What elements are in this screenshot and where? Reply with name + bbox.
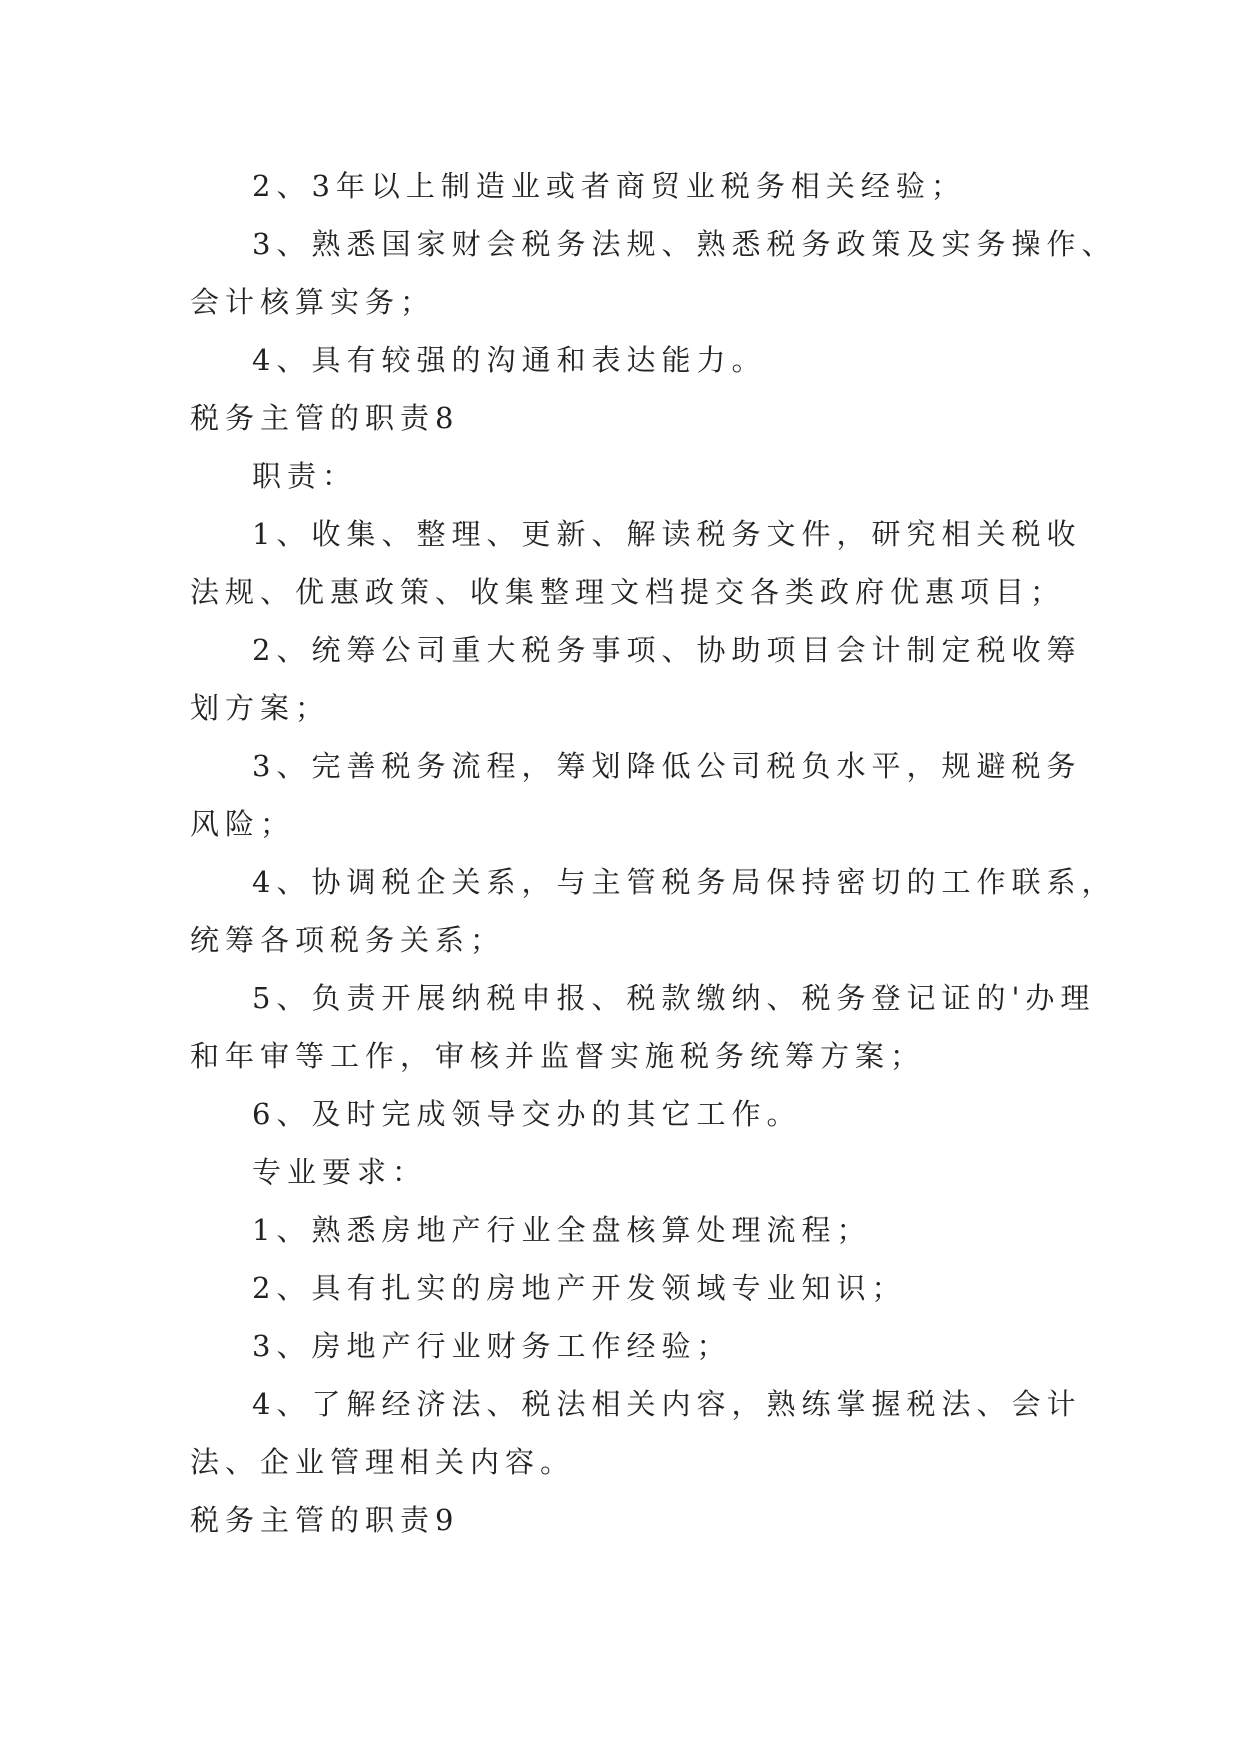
req-2: 2、具有扎实的房地产开发领域专业知识； <box>252 1271 907 1305</box>
duty-4-cont: 统筹各项税务关系； <box>190 923 506 957</box>
duty-1-cont: 法规、优惠政策、收集整理文档提交各类政府优惠项目； <box>190 575 1066 609</box>
duty-2-cont: 划方案； <box>190 691 331 725</box>
duty-3: 3、完善税务流程，筹划降低公司税负水平，规避税务 <box>252 749 1082 783</box>
duty-2: 2、统筹公司重大税务事项、协助项目会计制定税收筹 <box>252 633 1082 667</box>
duty-5-cont: 和年审等工作，审核并监督实施税务统筹方案； <box>190 1039 926 1073</box>
requirements-heading: 专业要求： <box>252 1155 428 1189</box>
duty-6: 6、及时完成领导交办的其它工作。 <box>252 1097 802 1131</box>
req-3: 3、房地产行业财务工作经验； <box>252 1329 732 1363</box>
req-4: 4、了解经济法、税法相关内容，熟练掌握税法、会计 <box>252 1387 1082 1421</box>
duty-4: 4、协调税企关系，与主管税务局保持密切的工作联系， <box>252 865 1117 899</box>
section-heading-9: 税务主管的职责9 <box>190 1503 460 1537</box>
duty-1: 1、收集、整理、更新、解读税务文件，研究相关税收 <box>252 517 1082 551</box>
duties-heading: 职责： <box>252 459 358 493</box>
duty-5: 5、负责开展纳税申报、税款缴纳、税务登记证的'办理 <box>252 981 1096 1015</box>
duty-3-cont: 风险； <box>190 807 296 841</box>
requirement-3: 3、熟悉国家财会税务法规、熟悉税务政策及实务操作、 <box>252 227 1117 261</box>
requirement-3-cont: 会计核算实务； <box>190 285 436 319</box>
requirement-2: 2、3年以上制造业或者商贸业税务相关经验； <box>252 169 966 203</box>
requirement-4: 4、具有较强的沟通和表达能力。 <box>252 343 767 377</box>
req-4-cont: 法、企业管理相关内容。 <box>190 1445 576 1479</box>
section-heading-8: 税务主管的职责8 <box>190 401 460 435</box>
req-1: 1、熟悉房地产行业全盘核算处理流程； <box>252 1213 872 1247</box>
